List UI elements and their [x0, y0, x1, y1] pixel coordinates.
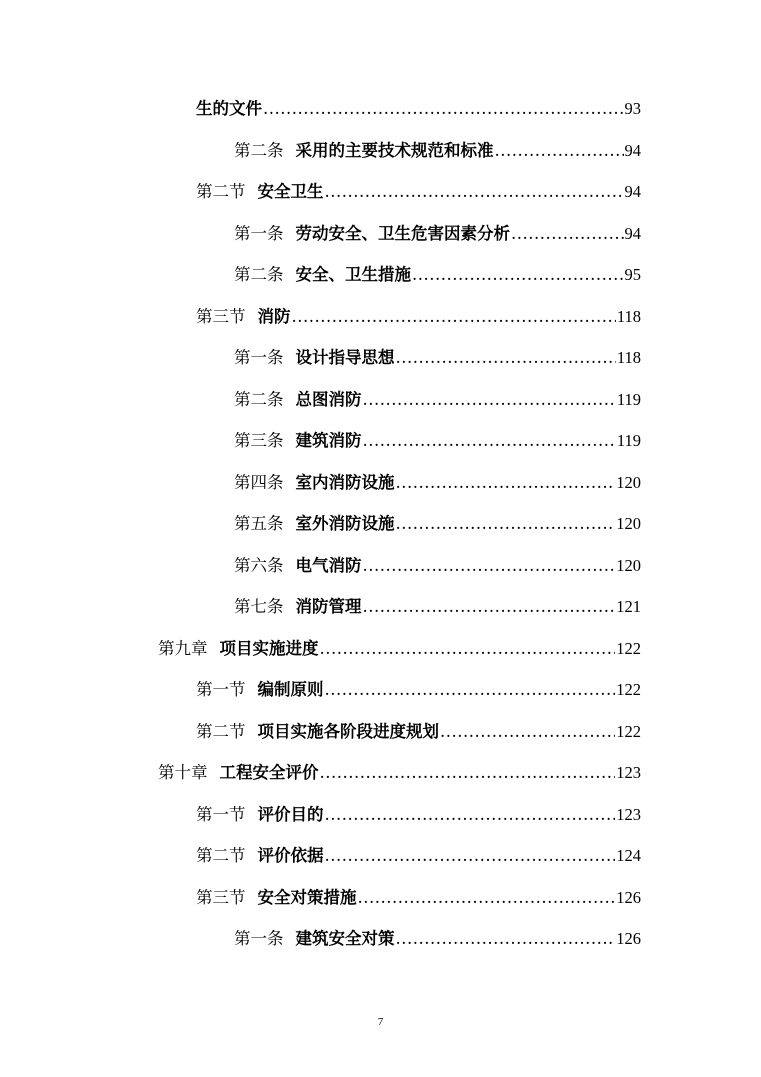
toc-entry-page: 120 — [616, 473, 641, 492]
toc-entry-title: 项目实施各阶段进度规划 — [257, 722, 439, 741]
toc-leader-dots — [263, 97, 624, 121]
toc-entry-number: 第二节 — [196, 846, 246, 865]
toc-entry[interactable] — [196, 886, 641, 910]
toc-entry[interactable] — [158, 637, 641, 661]
toc-entry-title: 安全、卫生措施 — [295, 265, 411, 284]
toc-entry-page: 124 — [616, 846, 641, 865]
toc-entry-title: 消防 — [257, 307, 291, 326]
toc-entry[interactable] — [234, 263, 641, 287]
toc-entry[interactable] — [234, 429, 641, 453]
toc-entry-number: 第二条 — [234, 265, 284, 284]
toc-entry[interactable] — [158, 761, 641, 785]
toc-entry-title: 室内消防设施 — [295, 473, 395, 492]
toc-leader-dots — [320, 761, 616, 785]
toc-entry-title: 编制原则 — [257, 680, 324, 699]
toc-entry[interactable] — [196, 305, 641, 329]
toc-entry-number: 第二条 — [234, 141, 284, 160]
toc-entry-number: 第四条 — [234, 473, 284, 492]
toc-entry-number: 第五条 — [234, 514, 284, 533]
toc-entry-title: 工程安全评价 — [219, 763, 319, 782]
toc-entry-number: 第一条 — [234, 929, 284, 948]
toc-entry-number: 第三条 — [234, 431, 284, 450]
toc-entry-page: 118 — [616, 348, 641, 367]
toc-entry-number: 第一条 — [234, 224, 284, 243]
toc-entry-page: 123 — [616, 763, 641, 782]
toc-entry-number: 第二条 — [234, 390, 284, 409]
toc-leader-dots — [358, 886, 616, 910]
toc-entry-title: 室外消防设施 — [295, 514, 395, 533]
toc-entry[interactable] — [234, 554, 641, 578]
toc-entry-page: 119 — [616, 431, 641, 450]
toc-leader-dots — [363, 429, 616, 453]
toc-entry-page: 94 — [624, 141, 641, 160]
toc-entry-page: 94 — [624, 224, 641, 243]
toc-entry-title: 设计指导思想 — [295, 348, 395, 367]
toc-entry-number: 第一节 — [196, 680, 246, 699]
toc-leader-dots — [325, 844, 616, 868]
toc-entry-page: 126 — [616, 888, 641, 907]
toc-entry[interactable] — [196, 97, 641, 121]
toc-entry-page: 123 — [616, 805, 641, 824]
toc-entry[interactable] — [234, 346, 641, 370]
toc-entry-number: 第十章 — [158, 763, 208, 782]
toc-entry-number: 第二节 — [196, 722, 246, 741]
toc-entry-title: 消防管理 — [295, 597, 362, 616]
toc-entry-page: 120 — [616, 514, 641, 533]
toc-entry-page: 95 — [624, 265, 641, 284]
toc-entry-page: 118 — [616, 307, 641, 326]
toc-entry-number: 第七条 — [234, 597, 284, 616]
toc-leader-dots — [320, 637, 616, 661]
toc-entry-title: 评价目的 — [257, 805, 324, 824]
toc-entry-page: 122 — [616, 680, 641, 699]
toc-entry-title: 评价依据 — [257, 846, 324, 865]
toc-entry-title: 电气消防 — [295, 556, 362, 575]
toc-entry-title: 劳动安全、卫生危害因素分析 — [295, 224, 510, 243]
toc-entry-page: 119 — [616, 390, 641, 409]
toc-entry-title: 总图消防 — [295, 390, 362, 409]
toc-entry[interactable] — [196, 844, 641, 868]
toc-entry-title: 采用的主要技术规范和标准 — [295, 141, 494, 160]
toc-leader-dots — [396, 927, 616, 951]
toc-entry-number: 第六条 — [234, 556, 284, 575]
toc-leader-dots — [363, 595, 616, 619]
toc-entry-number: 第一节 — [196, 805, 246, 824]
toc-leader-dots — [396, 512, 616, 536]
toc-leader-dots — [363, 388, 616, 412]
page-number: 7 — [377, 1016, 384, 1028]
toc-entry-title: 安全卫生 — [257, 182, 324, 201]
toc-leader-dots — [292, 305, 616, 329]
toc-entry-title: 安全对策措施 — [257, 888, 357, 907]
toc-entry-page: 121 — [616, 597, 641, 616]
toc-entry-title: 建筑安全对策 — [295, 929, 395, 948]
toc-entry[interactable] — [234, 139, 641, 163]
toc-entry-title: 生的文件 — [196, 99, 262, 118]
toc-entry-page: 93 — [624, 99, 641, 118]
toc-entry[interactable] — [196, 803, 641, 827]
toc-entry-number: 第二节 — [196, 182, 246, 201]
toc-entry-page: 94 — [624, 182, 641, 201]
toc-leader-dots — [440, 720, 615, 744]
toc-leader-dots — [412, 263, 624, 287]
toc-entry[interactable] — [234, 927, 641, 951]
toc-leader-dots — [495, 139, 624, 163]
toc-entry[interactable] — [234, 388, 641, 412]
toc-leader-dots — [396, 471, 616, 495]
toc-entry-page: 126 — [616, 929, 641, 948]
toc-entry[interactable] — [234, 595, 641, 619]
toc-entry-title: 建筑消防 — [295, 431, 362, 450]
toc-entry[interactable] — [196, 180, 641, 204]
toc-leader-dots — [325, 678, 616, 702]
toc-entry[interactable] — [234, 471, 641, 495]
toc-entry[interactable] — [196, 678, 641, 702]
toc-leader-dots — [325, 803, 616, 827]
toc-entry[interactable] — [196, 720, 641, 744]
toc-leader-dots — [396, 346, 616, 370]
toc-entry-number: 第三节 — [196, 888, 246, 907]
toc-entry-page: 122 — [616, 639, 641, 658]
toc-entry-page: 120 — [616, 556, 641, 575]
toc-entry[interactable] — [234, 512, 641, 536]
toc-entry-title: 项目实施进度 — [219, 639, 319, 658]
toc-entry[interactable] — [234, 222, 641, 246]
toc-leader-dots — [511, 222, 624, 246]
toc-entry-number: 第三节 — [196, 307, 246, 326]
toc-entry-number: 第九章 — [158, 639, 208, 658]
toc-entry-number: 第一条 — [234, 348, 284, 367]
toc-entry-page: 122 — [616, 722, 641, 741]
toc-leader-dots — [325, 180, 624, 204]
toc-leader-dots — [363, 554, 616, 578]
